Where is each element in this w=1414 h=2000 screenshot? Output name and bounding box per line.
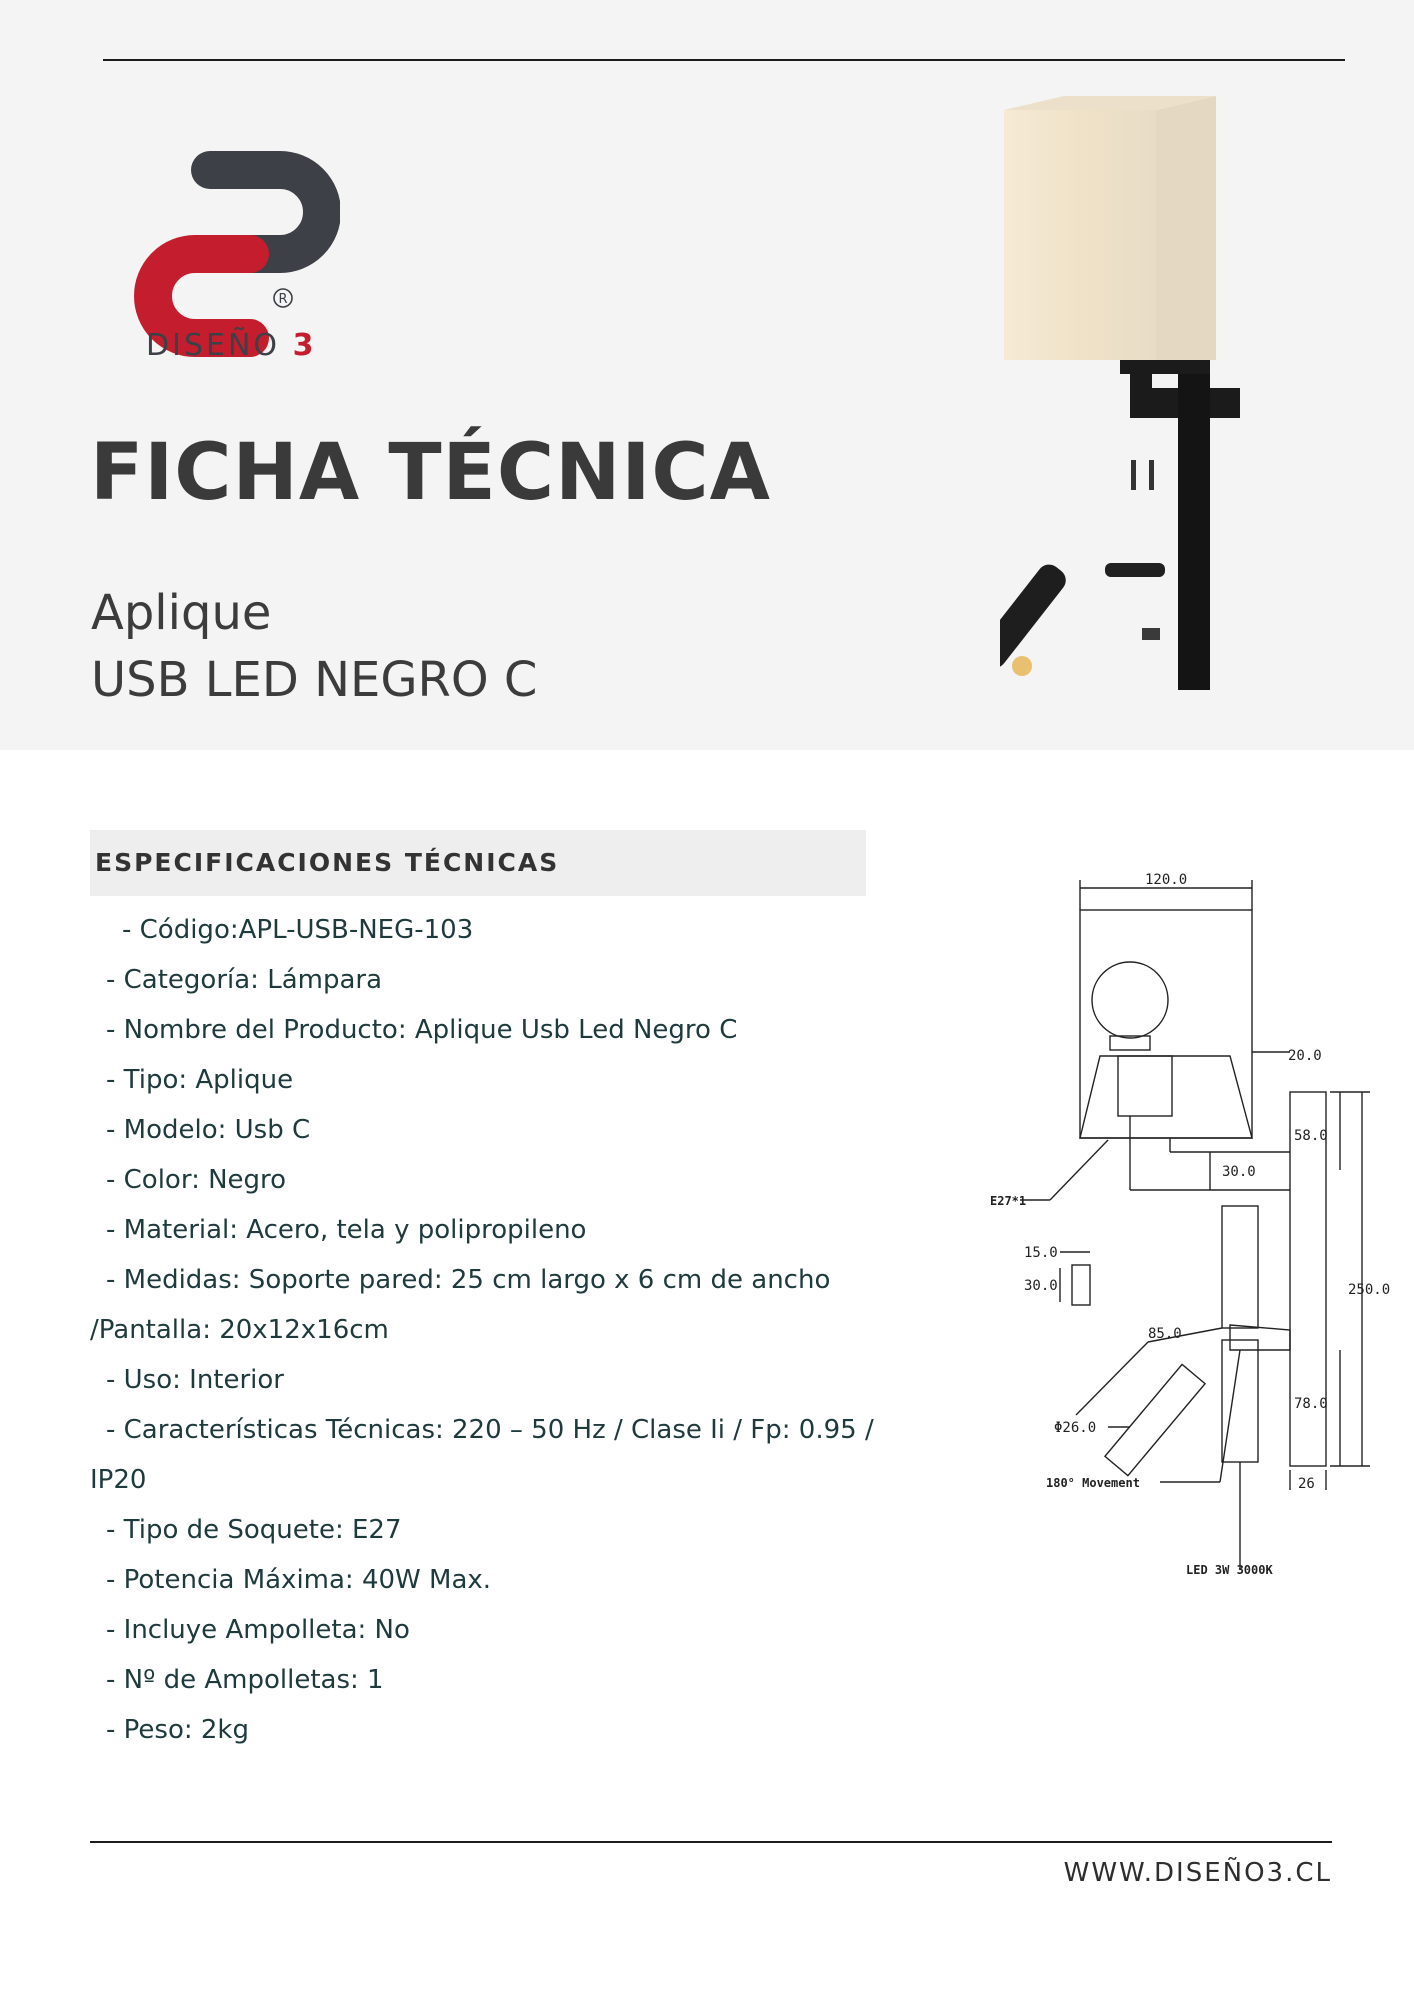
brand-name: DISEÑO 3 — [146, 328, 317, 363]
svg-text:26: 26 — [1298, 1476, 1315, 1492]
bottom-divider — [90, 1841, 1332, 1843]
spec-line: - Nombre del Producto: Aplique Usb Led Negro C — [106, 1015, 738, 1045]
spec-line: - Material: Acero, tela y polipropileno — [106, 1215, 587, 1245]
svg-text:85.0: 85.0 — [1148, 1326, 1182, 1342]
svg-text:30.0: 30.0 — [1024, 1278, 1058, 1294]
svg-text:15.0: 15.0 — [1024, 1245, 1058, 1261]
spec-line-continuation: IP20 — [90, 1465, 147, 1495]
top-divider — [103, 59, 1345, 61]
spec-line: - Tipo: Aplique — [106, 1065, 294, 1095]
spec-line: - Potencia Máxima: 40W Max. — [106, 1565, 492, 1595]
spec-line: - Nº de Ampolletas: 1 — [106, 1665, 384, 1695]
svg-text:E27*1: E27*1 — [990, 1194, 1027, 1208]
spec-line: - Modelo: Usb C — [106, 1115, 311, 1145]
specs-heading: ESPECIFICACIONES TÉCNICAS — [90, 830, 866, 896]
product-type: Aplique — [91, 585, 272, 641]
specs-list — [90, 905, 970, 1755]
spec-line: - Incluye Ampolleta: No — [106, 1615, 410, 1645]
svg-text:58.0: 58.0 — [1294, 1128, 1328, 1144]
wall-lamp-product-image — [1000, 88, 1240, 700]
spec-line: - Tipo de Soquete: E27 — [106, 1515, 402, 1545]
svg-text:78.0: 78.0 — [1294, 1396, 1328, 1412]
svg-text:20.0: 20.0 — [1288, 1048, 1322, 1064]
svg-text:30.0: 30.0 — [1222, 1164, 1256, 1180]
spec-line: - Uso: Interior — [106, 1365, 285, 1395]
svg-text:180° Movement: 180° Movement — [1046, 1476, 1140, 1490]
svg-text:LED 3W 3000K: LED 3W 3000K — [1186, 1563, 1273, 1577]
spec-line: - Características Técnicas: 220 – 50 Hz / Clase Ii / Fp: 0.95 / — [106, 1415, 874, 1445]
svg-text:R: R — [278, 292, 288, 307]
spec-line: - Medidas: Soporte pared: 25 cm largo x 6 cm de ancho — [106, 1265, 831, 1295]
spec-line: - Código:APL-USB-NEG-103 — [122, 915, 474, 945]
spec-line: - Categoría: Lámpara — [106, 965, 383, 995]
product-name: USB LED NEGRO C — [91, 652, 538, 708]
spec-line: - Color: Negro — [106, 1165, 287, 1195]
spec-line-continuation: /Pantalla: 20x12x16cm — [90, 1315, 389, 1345]
website-link[interactable]: WWW.DISEÑO3.CL — [1063, 1858, 1332, 1888]
technical-drawing — [990, 870, 1390, 1590]
svg-text:250.0: 250.0 — [1348, 1282, 1390, 1298]
page-title: FICHA TÉCNICA — [90, 428, 771, 518]
dim-width-top: 120.0 — [1145, 872, 1188, 888]
spec-line: - Peso: 2kg — [106, 1715, 249, 1745]
svg-text:Φ26.0: Φ26.0 — [1054, 1420, 1097, 1436]
